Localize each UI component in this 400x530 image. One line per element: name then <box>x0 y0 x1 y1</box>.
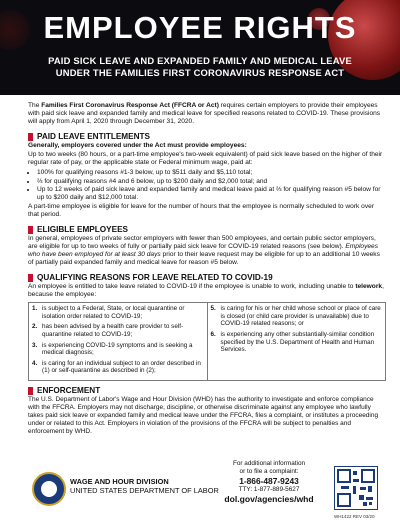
section-title: ENFORCEMENT <box>37 386 101 396</box>
list-item <box>32 342 204 357</box>
qr-module <box>369 502 372 505</box>
reason-number: 6. <box>210 331 216 339</box>
contact-line-2: or to file a complaint: <box>239 468 299 475</box>
qr-code-icon[interactable] <box>334 466 378 510</box>
list-item <box>211 305 383 328</box>
paid-leave-list <box>28 169 386 202</box>
intro-paragraph <box>28 102 386 127</box>
agency-line-1: WAGE AND HOUR DIVISION <box>70 477 169 486</box>
qualifying-lead-b: , because the employee: <box>28 282 384 299</box>
list-item <box>32 305 204 320</box>
qr-module <box>366 497 373 500</box>
dol-seal-icon <box>32 472 66 506</box>
list-item <box>32 360 204 375</box>
reason-text: has been advised by a health care provider to self-quarantine related to COVID-19; <box>42 323 184 339</box>
list-item: • Up to 12 weeks of paid sick leave and expanded family and medical leave paid at ⅔ for qualifying reason #5 below for up to $200 daily and $12,000 total. <box>37 186 386 202</box>
form-code: WH1422 REV 03/20 <box>334 514 375 519</box>
content <box>0 102 400 436</box>
list-item <box>32 323 204 338</box>
reason-number: 2. <box>32 323 38 331</box>
eligible-text-a: In general, employees of private sector employers with fewer than 500 employees, and certain public sector employers, are eligible for up to two weeks of fully or partially paid sick leave for COVID-19 related reasons (see below). <box>28 234 376 251</box>
qr-module <box>360 487 366 490</box>
list-item <box>211 331 383 354</box>
eligible-text-end: prior to their leave request may be eligible for up to an additional 10 weeks of partially paid expanded family and medical leave for reason #5 below. <box>28 251 380 267</box>
phone-number[interactable]: 1-866-487-9243 <box>239 476 299 486</box>
section-heading-paid-leave <box>28 133 386 141</box>
tty-number: TTY: 1-877-889-5627 <box>238 486 300 493</box>
section-bar <box>28 133 33 141</box>
section-bar <box>28 387 33 395</box>
qr-module <box>353 471 357 475</box>
reason-text: is experiencing COVID-19 symptoms and is seeking a medical diagnosis; <box>42 341 193 357</box>
qr-module <box>353 486 356 494</box>
subtitle-line-2: UNDER THE FAMILIES FIRST CORONAVIRUS RESPONSE ACT <box>55 66 345 78</box>
qualifying-reasons-box <box>28 302 386 381</box>
subtitle-line-1: PAID SICK LEAVE AND EXPANDED FAMILY AND MEDICAL LEAVE <box>48 55 352 66</box>
reason-text: is subject to a Federal, State, or local quarantine or isolation order related to COVID-19; <box>42 305 185 320</box>
qr-corner <box>337 493 351 507</box>
agency-name <box>70 477 219 495</box>
agency-line-2: UNITED STATES DEPARTMENT OF LABOR <box>70 486 219 495</box>
reason-number: 3. <box>32 341 38 349</box>
qr-corner <box>361 469 375 483</box>
reason-text: is experiencing any other substantially-similar condition specified by the U.S. Department of Health and Human Services. <box>220 331 375 354</box>
section-title: ELIGIBLE EMPLOYEES <box>37 224 128 234</box>
reason-number: 5. <box>210 305 216 313</box>
footer <box>0 442 400 530</box>
reason-text: is caring for an individual subject to an order described in (1) or self-quarantine as described in (2); <box>42 359 201 375</box>
page-title: EMPLOYEE RIGHTS <box>43 10 357 45</box>
seal-center <box>41 481 57 497</box>
eligible-text-italic: Employees who have been employed for at least 30 days <box>28 243 379 259</box>
contact-info <box>214 460 324 504</box>
qr-module <box>368 486 372 492</box>
qr-module <box>353 479 359 482</box>
reason-number: 1. <box>32 305 38 313</box>
intro-act-name: Families First Coronavirus Response Act (FFCRA or Act) <box>41 102 219 109</box>
contact-line-1: For additional information <box>232 460 306 467</box>
section-title: PAID LEAVE ENTITLEMENTS <box>37 131 150 141</box>
qr-module <box>341 486 349 489</box>
intro-rest: requires certain employers to provide their employees with paid sick leave and expanded family and medical leave for specified reasons related to COVID-19. These provisions will apply from April 1, 2020 through December 31, 2020. <box>28 102 381 126</box>
qr-module <box>359 495 364 500</box>
list-item: • 100% for qualifying reasons #1-3 below, up to $511 daily and $5,110 total; <box>37 169 386 177</box>
qualifying-lead-bold: telework <box>355 282 383 290</box>
section-bar <box>28 274 33 282</box>
qualifying-column-right <box>207 303 386 380</box>
qr-corner <box>337 469 351 483</box>
reason-text: is caring for his or her child whose school or place of care is closed (or child care provider is unavailable) due to COVID-19 related reasons; or <box>220 305 381 328</box>
eligible-text <box>28 235 386 268</box>
qualifying-column-left <box>29 303 207 380</box>
section-bar <box>28 226 33 234</box>
section-heading-enforcement <box>28 387 386 395</box>
qualifying-lead-a: An employee is entitled to take leave related to COVID-19 if the employee is unable to work, including unable to <box>28 282 356 290</box>
qr-module <box>363 502 367 506</box>
website-link[interactable]: dol.gov/agencies/whd <box>224 494 314 504</box>
reason-number: 4. <box>32 359 38 367</box>
enforcement-text: The U.S. Department of Labor's Wage and Hour Division (WHD) has the authority to investigate and enforce compliance with the FFCRA. Employers may not discharge, discipline, or otherwise discriminate against any employee who lawfully takes paid sick leave or expanded family and medical leave under the FFCRA, files a complaint, or institutes a proceeding under or related to this Act. Employers in violation of the provisions of the FFCRA will be subject to penalties and enforcement by WHD. <box>28 396 379 436</box>
intro-the: The <box>28 102 42 109</box>
page-subtitle <box>0 55 400 78</box>
header-banner <box>0 0 400 95</box>
paid-leave-text: Up to two weeks (80 hours, or a part-time employee's two-week equivalent) of paid sick leave based on the higher of their regular rate of pay, or the applicable state or Federal minimum wage, paid at: <box>28 151 383 167</box>
paid-leave-lead: Generally, employers covered under the Act must provide employees: <box>28 141 247 149</box>
section-heading-qualifying <box>28 274 386 282</box>
list-item: • ⅔ for qualifying reasons #4 and 6 below, up to $200 daily and $2,000 total; and <box>37 178 386 186</box>
qualifying-lead <box>28 283 386 299</box>
section-title: QUALIFYING REASONS FOR LEAVE RELATED TO COVID-19 <box>37 272 273 282</box>
paid-leave-note: A part-time employee is eligible for leave for the number of hours that the employee is normally scheduled to work over that period. <box>28 203 374 219</box>
section-heading-eligible <box>28 226 386 234</box>
